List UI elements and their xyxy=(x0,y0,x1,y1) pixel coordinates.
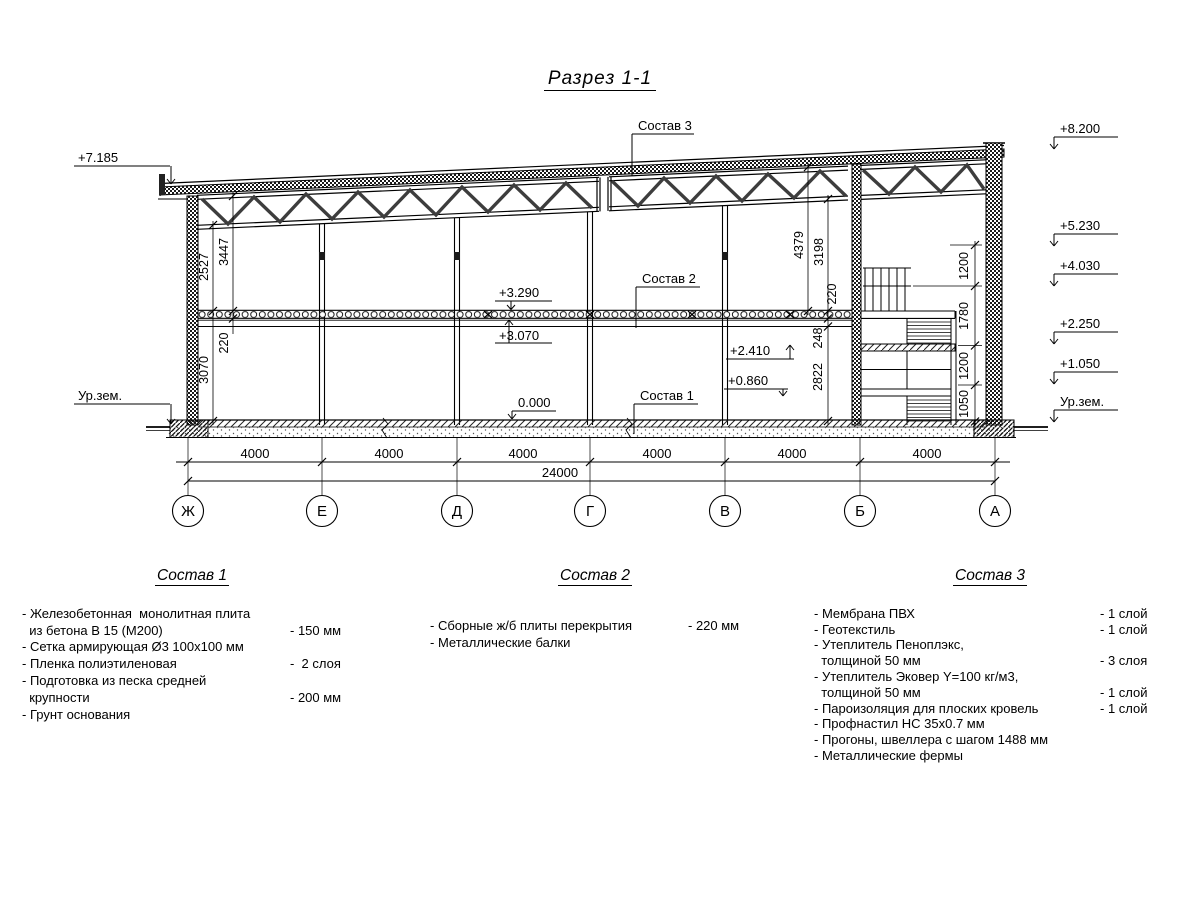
dim-bay-6: 4000 xyxy=(912,446,942,461)
truss-diagonals-right xyxy=(863,165,984,194)
axis-label: В xyxy=(719,503,731,520)
legend-row-text: толщиной 50 мм xyxy=(814,653,921,669)
mark-left-roof: +7.185 xyxy=(78,150,119,165)
legend-row-text: - Пленка полиэтиленовая xyxy=(22,656,177,672)
legend-1-heading-text: Состав 1 xyxy=(157,567,227,584)
legend-row xyxy=(430,635,760,652)
dim-3070: 3070 xyxy=(197,356,211,384)
legend-row-text: - Металлические балки xyxy=(430,634,571,650)
mark-1050: +1.050 xyxy=(1060,356,1101,371)
legend-row xyxy=(814,685,1166,701)
legend-row-text: - Подготовка из песка средней xyxy=(22,672,207,688)
intermediate-landing xyxy=(861,344,955,351)
legend-row xyxy=(814,748,1166,764)
legend-3-heading-text: Состав 3 xyxy=(955,567,1025,584)
legend-1-rows xyxy=(22,606,362,724)
legend-row-text: - Сборные ж/б плиты перекрытия xyxy=(430,617,633,633)
dim-bay-3: 4000 xyxy=(508,446,538,461)
axis-bubble-v xyxy=(710,496,741,527)
dim-2527: 2527 xyxy=(197,253,211,281)
dim-1050: 1050 xyxy=(957,390,971,418)
legend-row xyxy=(814,732,1166,748)
legend-row xyxy=(22,707,362,724)
axis-bubble-d xyxy=(442,496,473,527)
callout-sostav1: Состав 1 xyxy=(640,388,694,403)
legend-1-heading xyxy=(22,568,362,585)
legend-row xyxy=(814,716,1166,732)
legend-row xyxy=(814,653,1166,669)
axis-bubble-a xyxy=(980,496,1011,527)
legend-row-text: - Геотекстиль xyxy=(814,621,896,637)
mark-0000: 0.000 xyxy=(518,395,551,410)
legend-row-text: - Прогоны, швеллера с шагом 1488 мм xyxy=(814,732,1049,748)
legend-row xyxy=(814,622,1166,638)
legend-row-text: из бетона В 15 (М200) xyxy=(22,622,163,638)
dim-220-left: 220 xyxy=(217,332,231,354)
dim-bay-2: 4000 xyxy=(374,446,404,461)
dim-3447: 3447 xyxy=(217,238,231,266)
wall-axis-zh xyxy=(187,196,198,425)
dim-bay-5: 4000 xyxy=(777,446,807,461)
dim-1200-b: 1200 xyxy=(957,352,971,380)
roof-package xyxy=(158,143,1005,199)
legend-row-value: - 150 мм xyxy=(290,622,342,638)
legend-sostav-1 xyxy=(22,568,362,723)
wall-axis-a xyxy=(986,143,1002,425)
legend-row-text: толщиной 50 мм xyxy=(814,684,921,700)
legend-2-rows xyxy=(430,618,760,652)
column-joint xyxy=(454,252,460,260)
legend-row-text: крупности xyxy=(22,689,90,705)
legend-row xyxy=(22,673,362,690)
mark-5230: +5.230 xyxy=(1060,218,1101,233)
column-joint xyxy=(319,252,325,260)
legend-row xyxy=(814,701,1166,717)
legend-row xyxy=(430,618,760,635)
upper-flight-steps xyxy=(907,318,951,344)
axis-label: Д xyxy=(451,503,463,520)
legend-row xyxy=(814,669,1166,685)
axis-label: Ж xyxy=(181,503,195,520)
mark-3070: +3.070 xyxy=(499,328,540,343)
floor-slab xyxy=(198,310,852,326)
foundation-left xyxy=(170,420,208,438)
axis-bubble-b xyxy=(845,496,876,527)
legend-row-value: - 1 слой xyxy=(1100,684,1148,700)
legend-row-value: - 220 мм xyxy=(688,617,740,633)
legend-row-value: - 2 слоя xyxy=(290,656,341,672)
truss-diagonals-mid xyxy=(612,171,846,206)
legend-row-value: - 200 мм xyxy=(290,689,342,705)
dim-bay-4: 4000 xyxy=(642,446,672,461)
mark-8200: +8.200 xyxy=(1060,121,1101,136)
sand-layer xyxy=(168,427,1014,438)
dim-4379: 4379 xyxy=(792,231,806,259)
callout-sostav3: Состав 3 xyxy=(638,118,692,133)
axis-bubbles xyxy=(173,496,1011,527)
ground-floor xyxy=(146,418,1048,438)
legend-2-heading xyxy=(430,568,760,585)
column-joint xyxy=(722,252,728,260)
legend-row-value: - 1 слой xyxy=(1100,621,1148,637)
mark-4030: +4.030 xyxy=(1060,258,1101,273)
legend-sostav-2 xyxy=(430,568,760,651)
legend-row-text: - Металлические фермы xyxy=(814,747,963,763)
axis-label: Е xyxy=(316,503,328,520)
legend-row xyxy=(22,656,362,673)
dim-220-right: 220 xyxy=(825,283,839,305)
dim-3198: 3198 xyxy=(812,238,826,266)
legend-row-text: - Грунт основания xyxy=(22,706,131,722)
axis-label: Г xyxy=(585,503,595,520)
foundation-right xyxy=(974,420,1014,438)
legend-row xyxy=(22,690,362,707)
mark-2250: +2.250 xyxy=(1060,316,1101,331)
mark-2410: +2.410 xyxy=(730,343,771,358)
legend-row-value: - 1 слой xyxy=(1100,605,1148,621)
mark-right-ground: Ур.зем. xyxy=(1060,394,1105,409)
legend-row xyxy=(22,639,362,656)
axis-label: Б xyxy=(855,503,865,520)
legend-3-heading xyxy=(814,568,1166,585)
axis-bubble-zh xyxy=(173,496,204,527)
legend-row-text: - Железобетонная монолитная плита xyxy=(22,605,251,621)
dim-2822: 2822 xyxy=(811,363,825,391)
drawing-title-text: Разрез 1-1 xyxy=(544,68,656,91)
callout-sostav2: Состав 2 xyxy=(642,271,696,286)
mark-0860: +0.860 xyxy=(728,373,769,388)
dim-1200-a: 1200 xyxy=(957,252,971,280)
dim-total: 24000 xyxy=(541,465,579,480)
axis-bubble-g xyxy=(575,496,606,527)
legend-row-value: - 3 слоя xyxy=(1100,653,1148,669)
mark-3290: +3.290 xyxy=(499,285,540,300)
dim-1780: 1780 xyxy=(957,302,971,330)
legend-row-text: - Утеплитель Эковер Y=100 кг/м3, xyxy=(814,668,1019,684)
legend-row xyxy=(22,623,362,640)
dim-bay-1: 4000 xyxy=(240,446,270,461)
axis-extension-lines xyxy=(188,438,995,495)
legend-sostav-3 xyxy=(814,568,1166,764)
legend-3-rows xyxy=(814,606,1166,764)
legend-row-text: - Мембрана ПВХ xyxy=(814,605,915,621)
legend-row-value: - 1 слой xyxy=(1100,700,1148,716)
mark-left-ground: Ур.зем. xyxy=(78,388,123,403)
legend-row xyxy=(814,637,1166,653)
axis-label: А xyxy=(989,503,1001,520)
legend-row-text: - Сетка армирующая Ø3 100x100 мм xyxy=(22,639,244,655)
staircase xyxy=(861,268,956,425)
legend-2-heading-text: Состав 2 xyxy=(560,567,630,584)
legend-row xyxy=(22,606,362,623)
legend-row-text: - Пароизоляция для плоских кровель xyxy=(814,700,1039,716)
axis-bubble-e xyxy=(307,496,338,527)
legend-row-text: - Утеплитель Пеноплэкс, xyxy=(814,637,964,653)
legend-row xyxy=(814,606,1166,622)
legend-row-text: - Профнастил НС 35х0.7 мм xyxy=(814,716,985,732)
bottom-dimensions xyxy=(176,438,1010,495)
wall-axis-b xyxy=(852,164,861,425)
railing-bars xyxy=(865,268,905,311)
dim-248: 248 xyxy=(811,327,825,349)
eave-drip-edge xyxy=(159,174,165,195)
